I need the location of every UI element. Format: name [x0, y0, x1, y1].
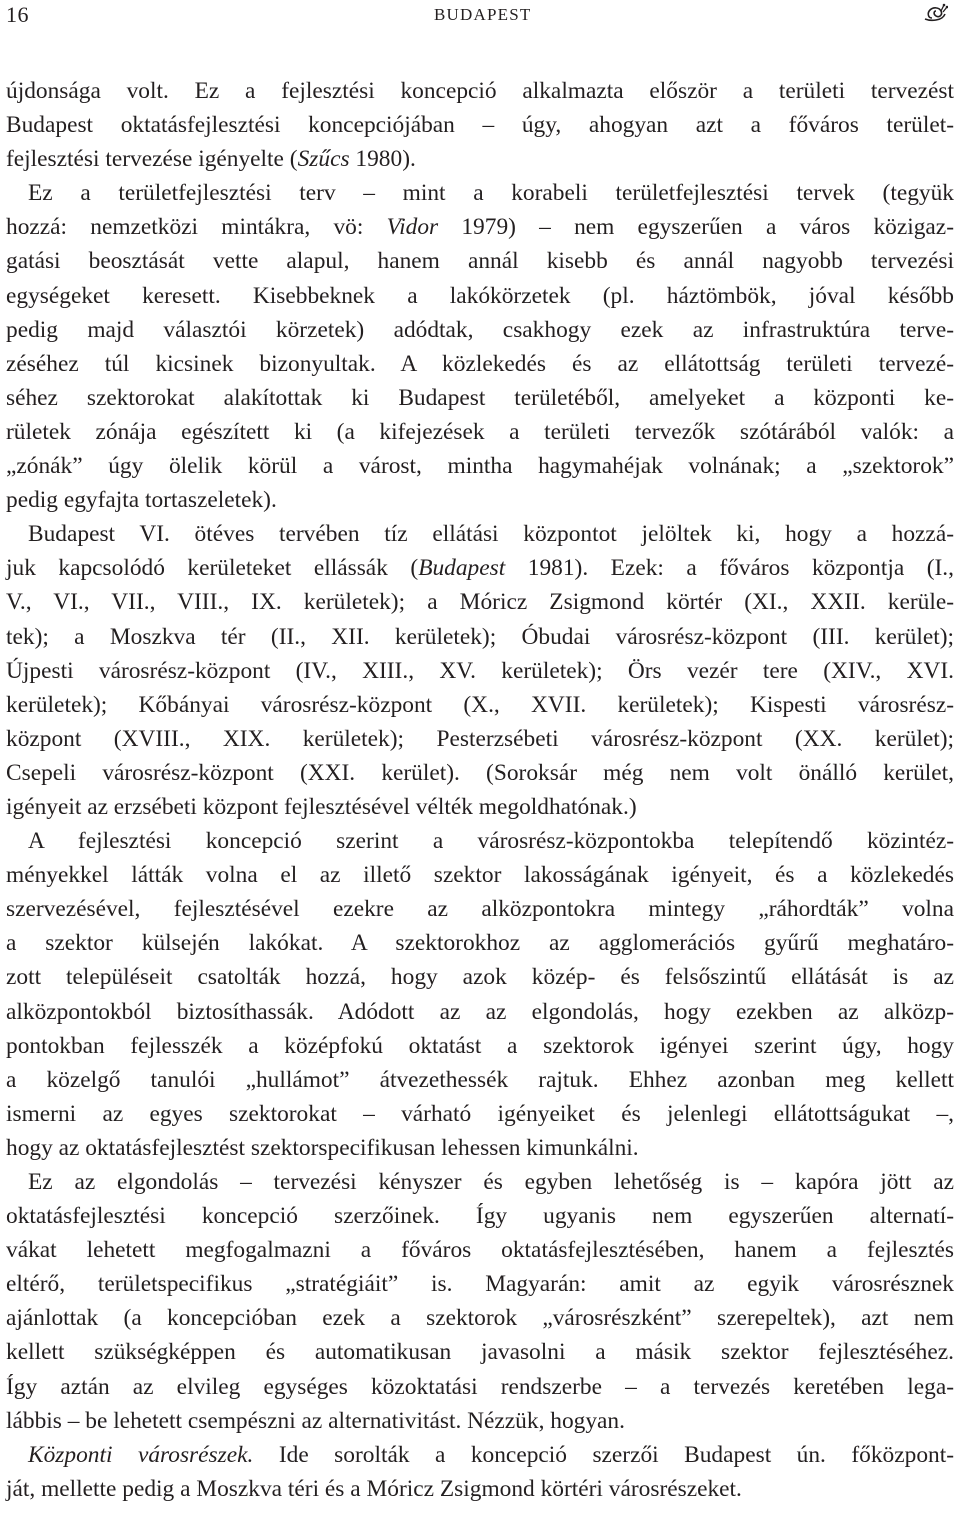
- text-line: [6, 790, 954, 824]
- text-segment: oktatásfejlesztési koncepció szerzőinek. Így ugyanis nem egyszerűen alternatí-: [6, 1203, 954, 1230]
- italic-text: Szűcs: [297, 146, 350, 173]
- text-segment: kerületek); Kőbányai városrész-központ (X., XVII. kerületek); Kispesti városrész-: [6, 691, 954, 718]
- italic-text: Budapest: [418, 555, 506, 582]
- text-line: [6, 415, 954, 449]
- paragraph: [6, 74, 954, 176]
- text-line: [6, 756, 954, 790]
- text-line: [6, 1063, 954, 1097]
- text-line: [6, 892, 954, 926]
- text-segment: a közelgő tanulói „hullámot” átvezethessék rajtuk. Ehhez azonban meg kellett: [6, 1066, 954, 1093]
- text-segment: tek); a Moszkva tér (II., XII. kerületek); Óbudai városrész-központ (III. kerület);: [6, 623, 954, 650]
- running-title: BUDAPEST: [434, 5, 532, 24]
- text-line: [6, 176, 954, 210]
- text-line: [6, 654, 954, 688]
- text-line: [6, 585, 954, 619]
- text-line: [6, 1438, 954, 1472]
- text-segment: központ (XVIII., XIX. kerületek); Pesterzsébeti városrész-központ (XX. kerület);: [6, 725, 954, 752]
- text-line: [6, 483, 954, 517]
- text-segment: gatási beosztását vette alapul, hanem annál kisebb és annál nagyobb tervezési: [6, 248, 954, 275]
- text-segment: zéséhez túl kicsinek bizonyultak. A közlekedés és az ellátottság területi tervezé-: [6, 350, 954, 377]
- text-line: [6, 279, 954, 313]
- text-segment: lábbis – be lehetett csempészni az alternativitást. Nézzük, hogyan.: [6, 1407, 625, 1434]
- paragraph: [6, 1165, 954, 1438]
- text-segment: szervezésével, fejlesztésével ezekre az alközpontokra mintegy „ráhordták” volna: [6, 896, 954, 923]
- italic-text: Központi városrészek.: [28, 1441, 254, 1468]
- text-segment: Ez az elgondolás – tervezési kényszer és egyben lehetőség is – kapóra jött az: [28, 1169, 954, 1195]
- text-segment: ményekkel látták volna el az illető szektor lakosságának igényeit, és a közlekedés: [6, 862, 954, 889]
- text-line: [6, 1404, 954, 1438]
- text-line: [6, 688, 954, 722]
- text-line: [6, 824, 954, 858]
- text-segment: 1979) – nem egyszerűen a város közigaz-: [438, 214, 954, 241]
- paragraph: [6, 176, 954, 517]
- text-line: [6, 1335, 954, 1369]
- text-line: [6, 1301, 954, 1335]
- text-segment: kellett szükségképpen és automatikusan javasolni a másik szektor fejlesztéséhez.: [6, 1339, 954, 1366]
- text-line: [6, 1472, 954, 1506]
- text-line: [6, 347, 954, 381]
- text-segment: 1981). Ezek: a főváros központja (I.,: [505, 555, 954, 582]
- text-line: [6, 244, 954, 278]
- text-segment: ismerni az egyes szektorokat – várható igényeiket és jelenlegi ellátottságukat –,: [6, 1100, 954, 1127]
- text-line: [6, 1233, 954, 1267]
- text-segment: igényeit az erzsébeti központ fejlesztésével vélték megoldhatónak.): [6, 793, 637, 820]
- paragraph: [6, 1438, 954, 1506]
- text-segment: V., VI., VII., VIII., IX. kerületek); a Móricz Zsigmond körtér (XI., XXII. kerüle-: [6, 589, 954, 616]
- text-line: [6, 1097, 954, 1131]
- text-line: [6, 142, 954, 176]
- text-line: [6, 1131, 954, 1165]
- text-line: [6, 1199, 954, 1233]
- text-segment: „zónák” úgy ölelik körül a várost, mintha hagymahéjak volnának; a „szektorok”: [6, 453, 954, 480]
- text-segment: juk kapcsolódó kerületeket ellássák (: [6, 555, 419, 582]
- text-segment: A fejlesztési koncepció szerint a városrész-központokba telepítendő közintéz-: [28, 828, 954, 855]
- text-line: [6, 449, 954, 483]
- text-segment: Ez a területfejlesztési terv – mint a korabeli területfejlesztési tervek (tegyük: [28, 180, 954, 207]
- text-line: [6, 108, 954, 142]
- text-segment: pedig majd választói körzetek) adódtak, csakhogy ezek az infrastruktúra terve-: [6, 316, 954, 343]
- text-line: [6, 995, 954, 1029]
- text-line: [6, 960, 954, 994]
- text-line: [6, 1029, 954, 1063]
- text-line: [6, 1267, 954, 1301]
- text-segment: Így aztán az elvileg egységes közoktatási rendszerbe – a tervezés keretében lega-: [6, 1373, 954, 1400]
- text-segment: Budapest oktatásfejlesztési koncepciójában – úgy, ahogyan azt a főváros terület-: [6, 112, 954, 139]
- text-segment: zott településeit csatolták hozzá, hogy azok közép- és felsőszintű ellátását is az: [6, 964, 954, 991]
- page-number: 16: [6, 2, 29, 27]
- paragraph: [6, 517, 954, 824]
- text-line: [6, 1370, 954, 1404]
- text-line: [6, 620, 954, 654]
- text-segment: a szektor külsején lakókat. A szektorokhoz az agglomerációs gyűrű meghatáro-: [6, 930, 954, 957]
- text-line: [6, 210, 954, 244]
- text-segment: rületek zónája egészített ki (a kifejezések a területi tervezők szótárából valók: a: [6, 418, 954, 445]
- text-line: [6, 1165, 954, 1199]
- text-segment: pontokban fejlesszék a középfokú oktatást a szektorok igényei szerint úgy, hogy: [6, 1032, 954, 1059]
- paragraph: [6, 824, 954, 1165]
- text-segment: vákat lehetett megfogalmazni a főváros oktatásfejlesztésében, hanem a fejlesztés: [6, 1237, 954, 1264]
- text-line: [6, 517, 954, 551]
- text-segment: ját, mellette pedig a Moszkva téri és a Móricz Zsigmond körtéri városrészeket.: [6, 1475, 742, 1502]
- snail-ornament-icon: [922, 2, 948, 24]
- text-segment: egységeket keresett. Kisebbeknek a lakókörzetek (pl. háztömbök, jóval később: [6, 282, 954, 309]
- text-segment: újdonsága volt. Ez a fejlesztési koncepció alkalmazta először a területi tervezést: [6, 78, 954, 104]
- text-segment: hogy az oktatásfejlesztést szektorspecifikusan lehessen kimunkálni.: [6, 1134, 639, 1161]
- text-line: [6, 74, 954, 108]
- text-segment: Csepeli városrész-központ (XXI. kerület). (Soroksár még nem volt önálló kerület,: [6, 759, 954, 786]
- italic-text: Vidor: [386, 214, 439, 241]
- text-line: [6, 926, 954, 960]
- running-header: [6, 0, 948, 30]
- text-segment: eltérő, területspecifikus „stratégiáit” is. Magyarán: amit az egyik városrésznek: [6, 1271, 954, 1298]
- text-segment: Budapest VI. ötéves tervében tíz ellátási központot jelöltek ki, hogy a hozzá-: [28, 521, 954, 548]
- text-line: [6, 313, 954, 347]
- text-segment: 1980).: [349, 146, 416, 173]
- text-line: [6, 381, 954, 415]
- text-segment: séhez szektorokat alakítottak ki Budapest területéből, amelyeket a központi ke-: [6, 384, 954, 411]
- text-segment: Ide sorolták a koncepció szerzői Budapest ún. főközpont-: [253, 1441, 954, 1468]
- body-text: [6, 74, 954, 1506]
- text-line: [6, 551, 954, 585]
- text-segment: ajánlottak (a koncepcióban ezek a szektorok „városrészként” szerepeltek), azt nem: [6, 1305, 954, 1332]
- text-segment: pedig egyfajta tortaszeletek).: [6, 487, 277, 514]
- text-line: [6, 722, 954, 756]
- text-segment: Újpesti városrész-központ (IV., XIII., XV. kerületek); Örs vezér tere (XIV., XVI.: [6, 657, 954, 684]
- text-segment: fejlesztési tervezése igényelte (: [6, 146, 298, 173]
- text-segment: alközpontokból biztosíthassák. Adódott az az elgondolás, hogy ezekben az alközp-: [6, 998, 954, 1025]
- text-line: [6, 858, 954, 892]
- text-segment: hozzá: nemzetközi mintákra, vö:: [6, 214, 387, 241]
